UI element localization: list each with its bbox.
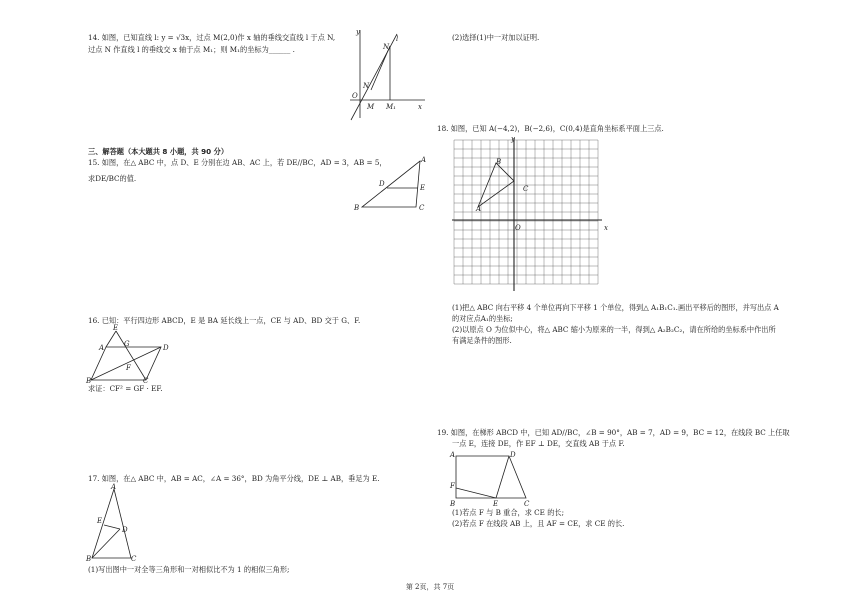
q18-line2: (1)把△ ABC 向右平移 4 个单位再向下平移 1 个单位，得到△ A₁B₁C₁.画出平移后的图形，并写出点 A [452, 303, 779, 312]
q18-label-x: x [604, 224, 608, 232]
q19-label-A: A [450, 451, 456, 459]
q16-figure [86, 325, 176, 385]
q16-label-F: F [126, 364, 131, 372]
q17-label-B: B [86, 555, 92, 563]
q16-line1: 16. 已知：平行四边形 ABCD，E 是 BA 延长线上一点，CE 与 AD、BD 交于 G、F. [88, 316, 361, 325]
q16-label-G: G [124, 340, 130, 348]
q16-segment-EC [116, 331, 146, 380]
q19-segment-DE [496, 456, 509, 498]
q18-line4: (2)以原点 O 为位似中心，将△ ABC 缩小为原来的一半，得到△ A₂B₂C₂，请在所给的坐标系中作出所 [452, 325, 776, 334]
q18-label-O: O [515, 224, 521, 232]
q14-label-O: O [352, 92, 358, 100]
q17-label-A: A [111, 483, 117, 491]
q15-line1: 15. 如图，在△ ABC 中，点 D、E 分别在边 AB、AC 上，若 DE//BC，AD = 3，AB = 5， [88, 158, 387, 167]
q14-figure [345, 28, 430, 123]
q19-line2: 一点 E，连接 DE，作 EF ⊥ DE，交直线 AB 于点 F. [452, 439, 625, 448]
q18-line3: 的对应点A₁的坐标; [452, 314, 513, 323]
q14-line2: 过点 N 作直线 l 的垂线交 x 轴于点 M₁；则 M₁的坐标为______ . [88, 45, 295, 54]
q17-label-C: C [131, 555, 137, 563]
q16-label-D: D [163, 344, 169, 352]
q18-label-A: A [476, 205, 482, 213]
q16-label-B: B [86, 377, 92, 385]
q15-label-B: B [354, 204, 360, 212]
q18-coordinate-grid [450, 136, 620, 296]
q19-label-B: B [450, 500, 456, 508]
q17-label-E: E [97, 517, 103, 525]
q18-line5: 有满足条件的图形. [452, 336, 512, 345]
q19-trapezoid [456, 456, 526, 498]
q19-label-F: F [450, 482, 455, 490]
q14-label-N1: N [383, 43, 390, 51]
q19-line3: (1)若点 F 与 B 重合，求 CE 的长; [452, 508, 565, 517]
q15-line2: 求DE/BC的值. [88, 174, 137, 183]
q14-label-N: N [363, 82, 370, 90]
q14-label-l: l [396, 35, 399, 43]
q17-line1: 17. 如图，在△ ABC 中，AB = AC，∠A = 36°，BD 为角平分线，DE ⊥ AB，垂足为 E. [88, 474, 380, 483]
section-title: 三、解答题（本大题共 8 小题，共 90 分） [88, 147, 229, 156]
q18-label-y: y [511, 135, 515, 143]
q17-line2: (1)写出图中一对全等三角形和一对相似比不为 1 的相似三角形; [88, 565, 290, 574]
q17-bisector-BD [92, 529, 120, 558]
q14-label-x: x [418, 103, 422, 111]
q18-label-C: C [523, 185, 529, 193]
q19-segment-EF [456, 488, 496, 498]
q15-label-D: D [379, 180, 385, 188]
q17-figure [86, 483, 146, 563]
q14-segment-MN [371, 46, 390, 90]
q15-label-A: A [421, 156, 427, 164]
q18-label-B: B [496, 158, 502, 166]
q17-line3: (2)选择(1)中一对加以证明. [452, 33, 540, 42]
q14-label-y: y [356, 28, 360, 36]
q19-line1: 19. 如图，在梯形 ABCD 中，已知 AD//BC，∠B = 90°，AB = 7，AD = 9，BC = 12，在线段 BC 上任取 [437, 428, 790, 437]
q14-label-M: M [367, 103, 375, 111]
q15-label-C: C [419, 204, 425, 212]
q18-line1: 18. 如图，已知 A(−4,2)，B(−2,6)，C(0,4)是直角坐标系平面上三点. [437, 124, 664, 133]
q16-extension-AE [106, 331, 116, 347]
q14-label-M1: M₁ [386, 103, 396, 111]
q16-label-C: C [143, 377, 149, 385]
q19-line4: (2)若点 F 在线段 AB 上，且 AF = CE，求 CE 的长. [452, 519, 625, 528]
q17-label-D: D [122, 526, 128, 534]
q19-label-C: C [524, 500, 530, 508]
q15-label-E: E [420, 184, 426, 192]
q17-perpendicular-DE [104, 525, 120, 529]
q15-figure [350, 155, 430, 215]
q19-label-E: E [493, 500, 499, 508]
q19-label-D: D [510, 451, 516, 459]
q16-label-E: E [113, 324, 119, 332]
page-footer: 第 2页，共 7页 [405, 583, 455, 591]
q14-line1: 14. 如图，已知直线 l: y = √3x，过点 M(2,0)作 x 轴的垂线交直线 l 于点 N, [88, 33, 336, 42]
q15-triangle [362, 161, 420, 207]
q16-label-A: A [99, 344, 105, 352]
q19-figure [446, 450, 536, 510]
q16-line2: 求证：CF² = GF · EF. [88, 384, 163, 393]
